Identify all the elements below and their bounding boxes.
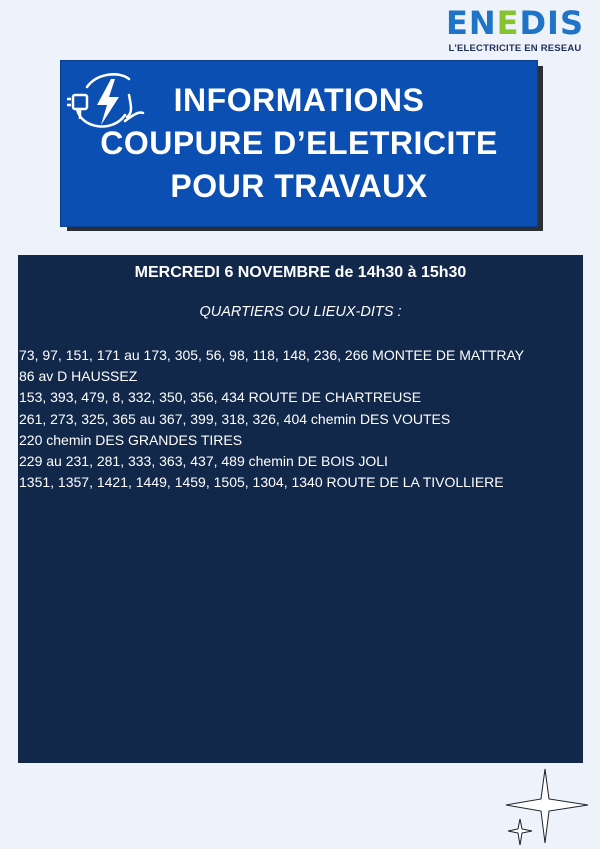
outage-notice-panel [18,255,583,763]
logo-tagline: L'ELECTRICITE EN RESEAU [448,43,582,54]
page-title [61,79,537,208]
address-list [19,345,581,493]
address-line: 1351, 1357, 1421, 1449, 1459, 1505, 1304, 1340 ROUTE DE LA TIVOLLIERE [19,474,504,491]
title-banner [60,60,538,227]
address-line: 261, 273, 325, 365 au 367, 399, 318, 326, 404 chemin DES VOUTES [19,410,451,427]
address-line: 229 au 231, 281, 333, 363, 437, 489 chemin DE BOIS JOLI [19,453,388,470]
outage-date: MERCREDI 6 NOVEMBRE de 14h30 à 15h30 [134,264,467,281]
title-line: INFORMATIONS [173,82,425,118]
sparkle-stars-icon [500,765,590,849]
areas-heading: QUARTIERS OU LIEUX-DITS : [199,304,402,320]
address-line: 86 av D HAUSSEZ [19,368,138,385]
title-line: COUPURE D’ELETRICITE [100,125,498,161]
title-line: POUR TRAVAUX [170,168,428,204]
enedis-logo [440,6,590,54]
logo-wordmark: ENEDIS [445,4,584,42]
address-line: 153, 393, 479, 8, 332, 350, 356, 434 ROUTE DE CHARTREUSE [19,389,422,406]
address-line: 220 chemin DES GRANDES TIRES [19,431,243,448]
address-line: 73, 97, 151, 171 au 173, 305, 56, 98, 118, 148, 236, 266 MONTEE DE MATTRAY [19,347,525,363]
